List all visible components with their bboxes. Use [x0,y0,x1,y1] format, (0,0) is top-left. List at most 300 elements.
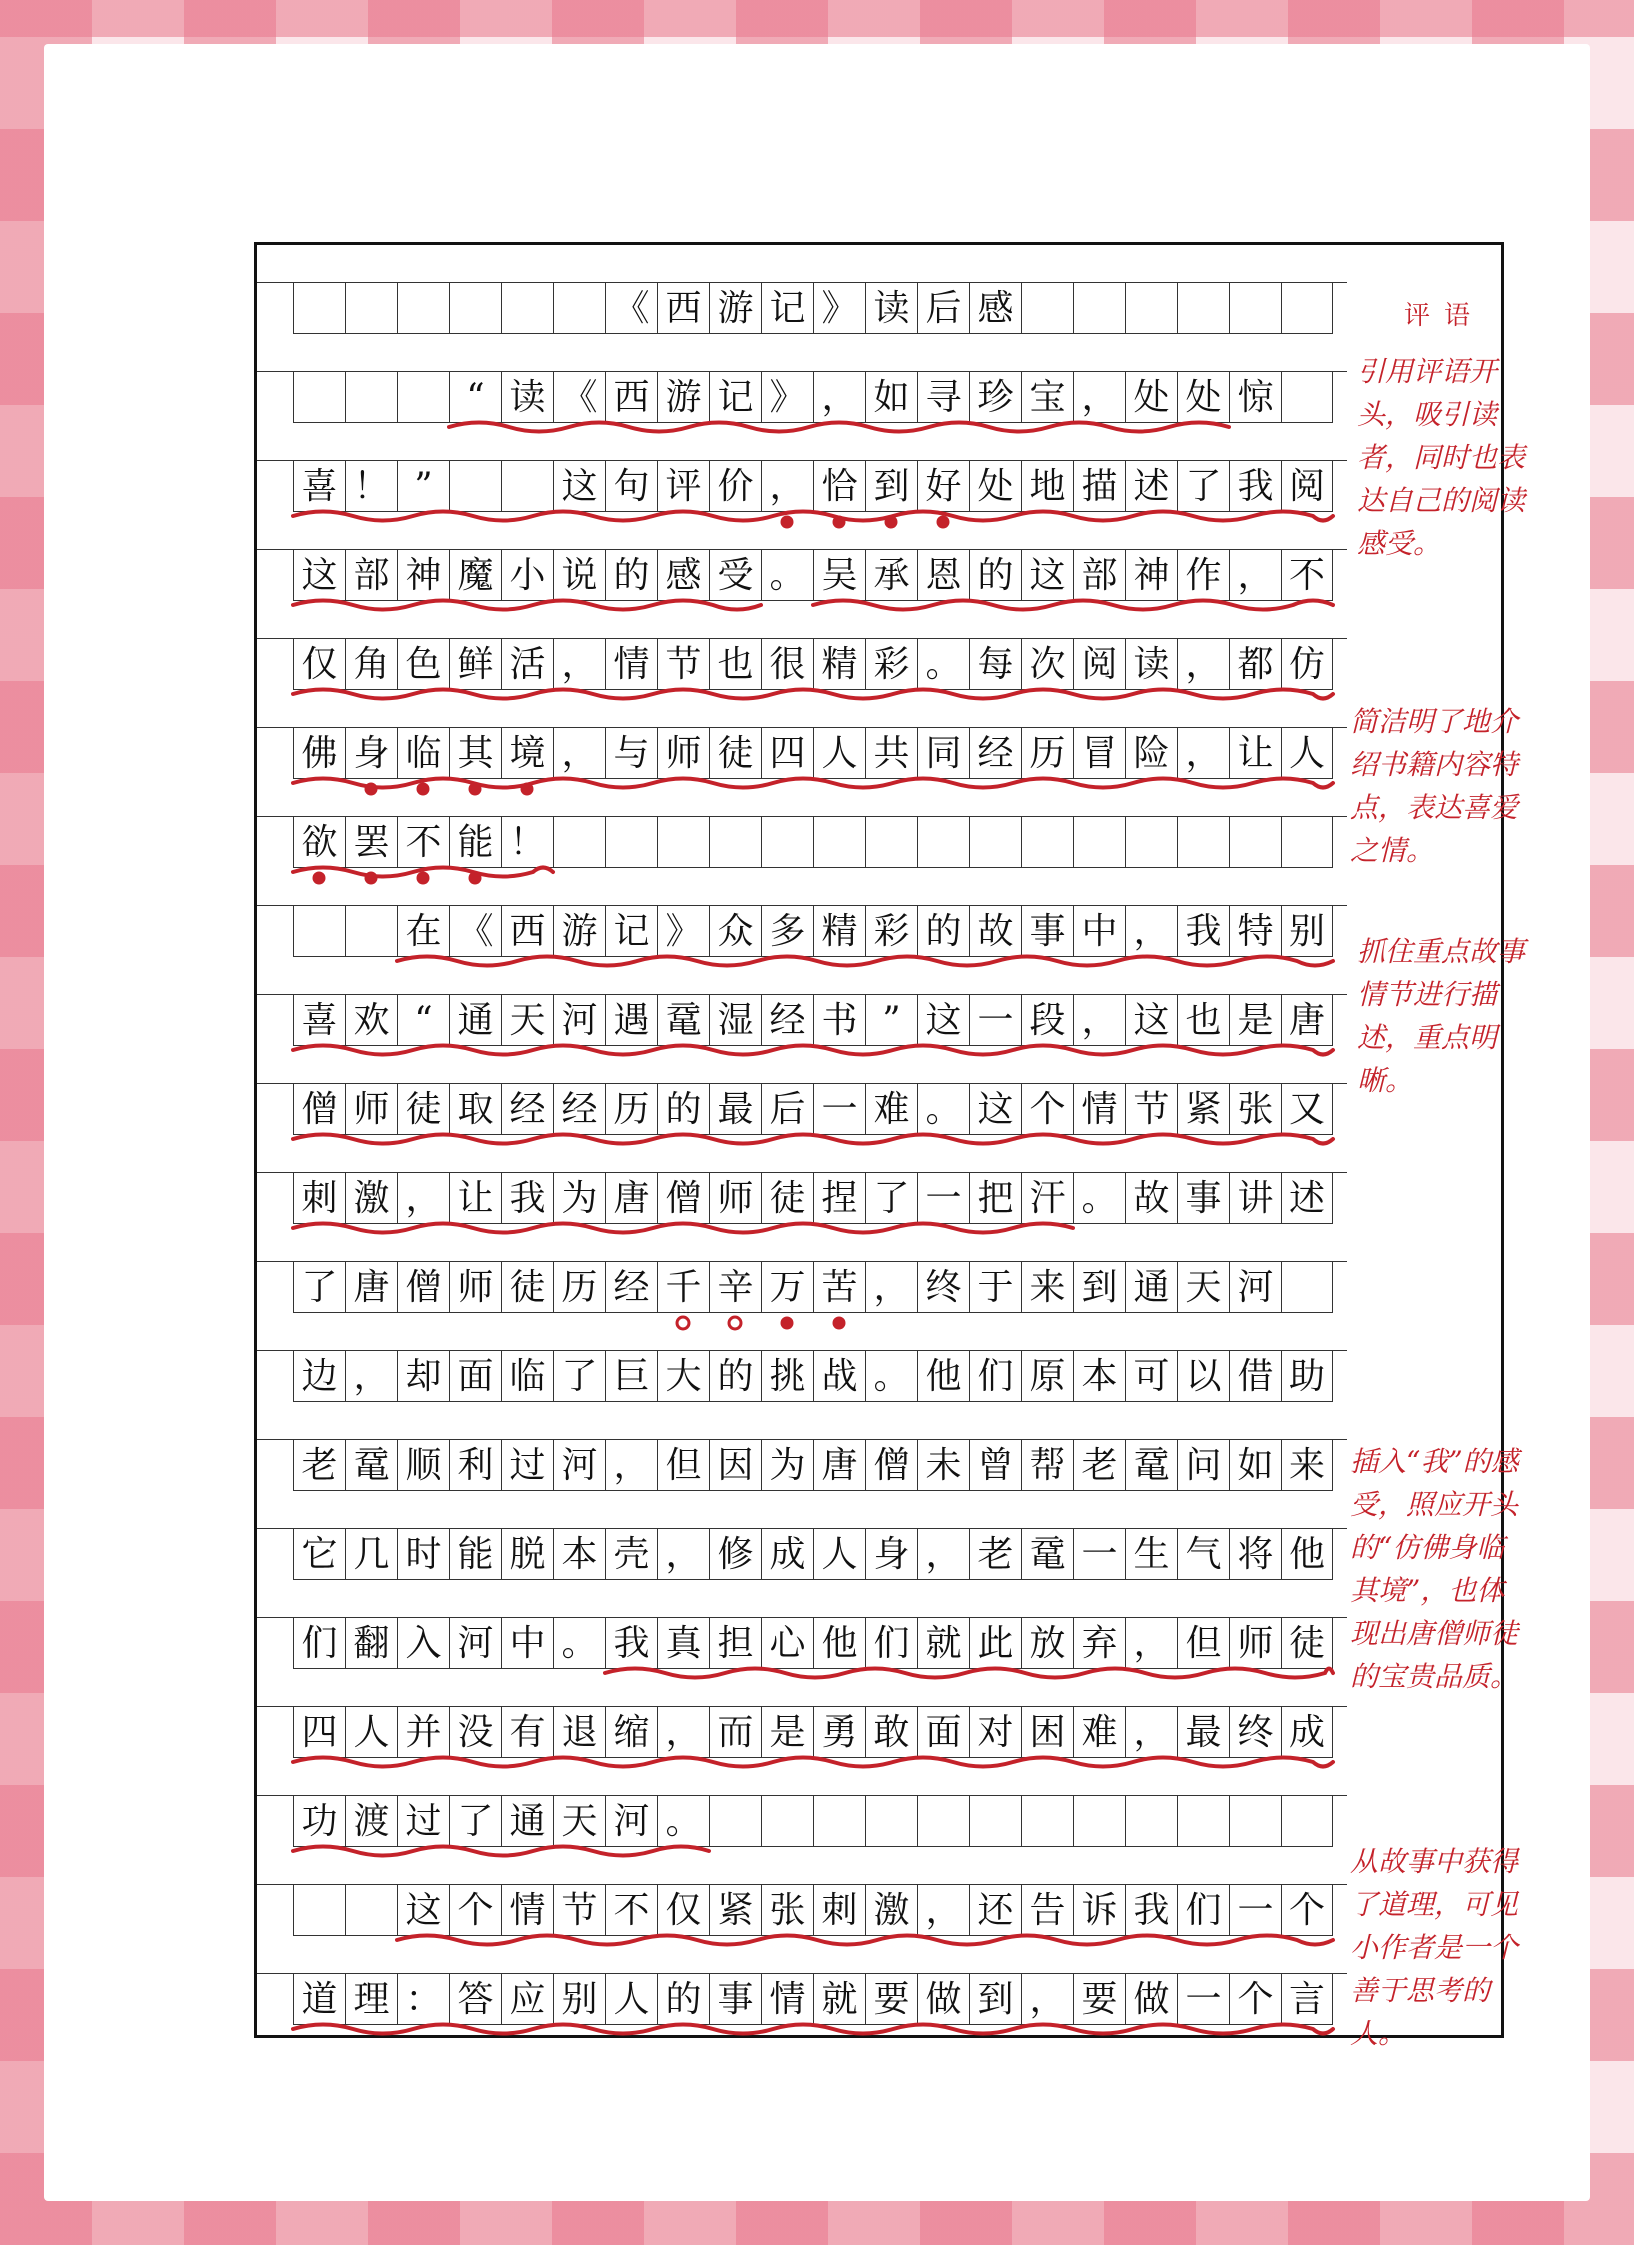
grid-cell: 修 [709,1529,761,1580]
grid-cell [709,817,761,868]
grid-cell [1021,817,1073,868]
grid-row [257,1135,1347,1224]
grid-cell: 几 [345,1529,397,1580]
grid-cell [761,1796,813,1847]
grid-cell: 承 [865,550,917,601]
grid-cell: 师 [449,1262,501,1313]
grid-cell: 处 [969,461,1021,512]
grid-cell: 取 [449,1084,501,1135]
grid-cell [501,461,553,512]
grid-cell: ” [865,995,917,1046]
grid-cell: 身 [345,728,397,779]
grid-cell: 鼋 [657,995,709,1046]
grid-cell: 惊 [1229,372,1281,423]
grid-cell: 四 [293,1707,345,1758]
grid-cell: 徒 [397,1084,449,1135]
row-spacer [257,1313,1347,1351]
grid-cell: 能 [449,1529,501,1580]
grid-cell: 中 [1073,906,1125,957]
grid-cell: 一 [917,1173,969,1224]
grid-cell: 仅 [293,639,345,690]
grid-cell: 精 [813,639,865,690]
grid-row [257,1313,1347,1402]
grid-cell: 河 [553,995,605,1046]
grid-cell: 这 [553,461,605,512]
grid-cell: 一 [1229,1885,1281,1936]
grid-cell: 经 [761,995,813,1046]
grid-cell: 。 [917,1084,969,1135]
grid-cell: 难 [865,1084,917,1135]
grid-cell: 这 [397,1885,449,1936]
grid-cell [501,283,553,334]
grid-cell: 角 [345,639,397,690]
grid-cell: 个 [1021,1084,1073,1135]
grid-cell [605,817,657,868]
grid-cell: 而 [709,1707,761,1758]
grid-cell [709,1796,761,1847]
grid-cell: 汗 [1021,1173,1073,1224]
grid-cell: 欲 [293,817,345,868]
grid-cell: 节 [553,1885,605,1936]
grid-cell: 后 [761,1084,813,1135]
grid-cell [1073,817,1125,868]
grid-cell [1021,1796,1073,1847]
grid-cell: 紧 [1177,1084,1229,1135]
grid-cell: 节 [657,639,709,690]
grid-cell: 徒 [709,728,761,779]
grid-cell: 张 [1229,1084,1281,1135]
grid-cell: ： [397,1974,449,2025]
grid-cell [1177,817,1229,868]
grid-cell: 利 [449,1440,501,1491]
grid-cell [293,1885,345,1936]
grid-cell: 边 [293,1351,345,1402]
grid-cell: 有 [501,1707,553,1758]
grid-cell: 激 [345,1173,397,1224]
grid-cell: 记 [709,372,761,423]
grid-cell: 不 [397,817,449,868]
comment-summary: 简洁明了地介绍书籍内容特点，表达喜爱之情。 [1350,705,1519,867]
grid-cell: 退 [553,1707,605,1758]
grid-cell: 我 [605,1618,657,1669]
grid-cell: 也 [1177,995,1229,1046]
grid-cell: 生 [1125,1529,1177,1580]
grid-cell [345,906,397,957]
grid-cell: 。 [865,1351,917,1402]
grid-cell: 终 [1229,1707,1281,1758]
grid-cell: 是 [1229,995,1281,1046]
grid-cell: 到 [969,1974,1021,2025]
grid-cell: 经 [501,1084,553,1135]
grid-cell: ， [1177,728,1229,779]
grid-cell: 唐 [345,1262,397,1313]
grid-cell: ， [1073,995,1125,1046]
grid-cell: 读 [865,283,917,334]
grid-cell: 共 [865,728,917,779]
grid-cell: 让 [1229,728,1281,779]
grid-cell: 个 [449,1885,501,1936]
grid-cell: 记 [605,906,657,957]
row-spacer [257,423,1347,461]
grid-cell: 天 [1177,1262,1229,1313]
row-spacer [257,1936,1347,1974]
grid-cell: 本 [1073,1351,1125,1402]
grid-cell: 刺 [813,1885,865,1936]
grid-cell: 也 [709,639,761,690]
grid-cell: 色 [397,639,449,690]
grid-cell: 可 [1125,1351,1177,1402]
grid-cell: 精 [813,906,865,957]
grid-cell: 成 [761,1529,813,1580]
grid-cell: 人 [813,1529,865,1580]
grid-cell: 仿 [1281,639,1333,690]
grid-cell: 功 [293,1796,345,1847]
grid-cell: 一 [969,995,1021,1046]
grid-cell [1177,1796,1229,1847]
grid-cell: 唐 [1281,995,1333,1046]
grid-cell: 最 [709,1084,761,1135]
grid-cell [813,1796,865,1847]
grid-row [257,1580,1347,1669]
grid-cell: 在 [397,906,449,957]
grid-cell: 们 [865,1618,917,1669]
grid-cell: 。 [761,550,813,601]
grid-cell: 了 [553,1351,605,1402]
grid-cell: 难 [1073,1707,1125,1758]
grid-cell [553,283,605,334]
grid-cell: 师 [657,728,709,779]
grid-cell: 述 [1125,461,1177,512]
grid-cell: 老 [969,1529,1021,1580]
grid-cell: 面 [449,1351,501,1402]
grid-cell: 助 [1281,1351,1333,1402]
grid-cell [1021,283,1073,334]
grid-cell: ， [1021,1974,1073,2025]
grid-cell: 这 [1125,995,1177,1046]
grid-cell: 。 [1073,1173,1125,1224]
grid-cell: 一 [1073,1529,1125,1580]
grid-cell [345,283,397,334]
grid-cell: 不 [1281,550,1333,601]
grid-cell: 临 [501,1351,553,1402]
grid-cell: 壳 [605,1529,657,1580]
grid-cell: 事 [709,1974,761,2025]
grid-cell [397,283,449,334]
grid-cell: 价 [709,461,761,512]
grid-cell: 事 [1021,906,1073,957]
grid-cell [1125,1796,1177,1847]
grid-cell: 敢 [865,1707,917,1758]
grid-cell [917,817,969,868]
grid-cell: 后 [917,283,969,334]
grid-row [257,779,1347,868]
grid-cell: 特 [1229,906,1281,957]
grid-cell: 这 [1021,550,1073,601]
grid-cell: 历 [553,1262,605,1313]
grid-cell: ， [397,1173,449,1224]
grid-cell: 因 [709,1440,761,1491]
grid-cell: 来 [1021,1262,1073,1313]
row-spacer [257,1847,1347,1885]
grid-cell [345,372,397,423]
grid-cell: 情 [605,639,657,690]
grid-cell: 喜 [293,995,345,1046]
grid-row [257,423,1347,512]
grid-cell: 过 [397,1796,449,1847]
grid-cell [397,372,449,423]
grid-cell: ， [1125,1707,1177,1758]
grid-cell: 曾 [969,1440,1021,1491]
row-spacer [257,1758,1347,1796]
grid-cell: 书 [813,995,865,1046]
grid-cell: 河 [1229,1262,1281,1313]
grid-cell: 张 [761,1885,813,1936]
grid-cell: 地 [1021,461,1073,512]
grid-cell: 同 [917,728,969,779]
grid-cell [969,817,1021,868]
grid-cell: 的 [917,906,969,957]
grid-cell: 要 [1073,1974,1125,2025]
grid-cell: 言 [1281,1974,1333,2025]
grid-cell: 受 [709,550,761,601]
grid-row [257,957,1347,1046]
grid-cell: 了 [865,1173,917,1224]
grid-cell: “ [397,995,449,1046]
grid-cell: 师 [1229,1618,1281,1669]
grid-cell: ， [1073,372,1125,423]
grid-cell: 处 [1125,372,1177,423]
grid-cell: 问 [1177,1440,1229,1491]
grid-cell: 借 [1229,1351,1281,1402]
grid-cell: 身 [865,1529,917,1580]
row-spacer [257,1580,1347,1618]
comment-opening: 引用评语开头，吸引读者，同时也表达自己的阅读感受。 [1357,355,1526,560]
grid-cell: 河 [605,1796,657,1847]
grid-row [257,334,1347,423]
grid-cell: 们 [1177,1885,1229,1936]
grid-cell: 唐 [605,1173,657,1224]
grid-cell: 苦 [813,1262,865,1313]
grid-cell: ， [813,372,865,423]
grid-cell: 让 [449,1173,501,1224]
grid-cell: 评 [657,461,709,512]
grid-cell: 的 [657,1974,709,2025]
grid-cell: 每 [969,639,1021,690]
grid-cell: 时 [397,1529,449,1580]
grid-cell: 遇 [605,995,657,1046]
grid-cell: 事 [1177,1173,1229,1224]
grid-cell: 做 [917,1974,969,2025]
grid-cell: 鼋 [1125,1440,1177,1491]
grid-cell: 终 [917,1262,969,1313]
grid-cell [1125,817,1177,868]
row-spacer [257,1135,1347,1173]
grid-cell [761,817,813,868]
grid-cell: 以 [1177,1351,1229,1402]
grid-cell: 僧 [293,1084,345,1135]
grid-cell: 。 [553,1618,605,1669]
grid-cell [865,1796,917,1847]
grid-cell: 通 [501,1796,553,1847]
grid-cell: 其 [449,728,501,779]
row-spacer [257,1046,1347,1084]
grid-cell: 恩 [917,550,969,601]
grid-cell: 神 [397,550,449,601]
grid-cell: 徒 [1281,1618,1333,1669]
grid-cell: 河 [553,1440,605,1491]
grid-cell [1281,1796,1333,1847]
grid-cell: 未 [917,1440,969,1491]
grid-cell: 刺 [293,1173,345,1224]
grid-cell: 处 [1177,372,1229,423]
grid-cell: 到 [865,461,917,512]
grid-cell: 个 [1281,1885,1333,1936]
grid-cell: 人 [813,728,865,779]
grid-cell: 如 [865,372,917,423]
grid-cell: 战 [813,1351,865,1402]
grid-cell: 我 [1125,1885,1177,1936]
grid-cell: 并 [397,1707,449,1758]
grid-cell: 就 [917,1618,969,1669]
grid-cell: 别 [553,1974,605,2025]
grid-cell: 天 [501,995,553,1046]
grid-cell: 四 [761,728,813,779]
grid-cell: 千 [657,1262,709,1313]
comment-plot: 抓住重点故事情节进行描述，重点明晰。 [1357,935,1526,1097]
grid-cell: 这 [969,1084,1021,1135]
grid-cell: 》 [761,372,813,423]
grid-cell: 情 [501,1885,553,1936]
row-spacer [257,1224,1347,1262]
row-spacer [257,1669,1347,1707]
grid-cell: 部 [345,550,397,601]
grid-cell: 鼋 [345,1440,397,1491]
grid-cell: 它 [293,1529,345,1580]
grid-row [257,1847,1347,1936]
grid-cell: 小 [501,550,553,601]
grid-cell [293,906,345,957]
grid-cell: 《 [605,283,657,334]
grid-cell: 入 [397,1618,449,1669]
row-spacer [257,957,1347,995]
grid-cell: 都 [1229,639,1281,690]
grid-cell [865,817,917,868]
grid-cell: 《 [553,372,605,423]
grid-cell: “ [449,372,501,423]
grid-cell: 说 [553,550,605,601]
grid-cell: 脱 [501,1529,553,1580]
grid-cell: 诉 [1073,1885,1125,1936]
grid-cell: 节 [1125,1084,1177,1135]
grid-cell: 情 [761,1974,813,2025]
grid-cell: 唐 [813,1440,865,1491]
grid-cell: 吴 [813,550,865,601]
grid-cell: 佛 [293,728,345,779]
grid-cell: 恰 [813,461,865,512]
grid-cell: 理 [345,1974,397,2025]
row-spacer [257,334,1347,372]
grid-cell: 多 [761,906,813,957]
grid-cell: 很 [761,639,813,690]
grid-cell: 最 [1177,1707,1229,1758]
grid-cell: 读 [501,372,553,423]
grid-cell: 心 [761,1618,813,1669]
grid-cell: 的 [969,550,1021,601]
grid-cell [553,817,605,868]
grid-cell: 阅 [1073,639,1125,690]
grid-cell: ， [657,1529,709,1580]
grid-cell: 罢 [345,817,397,868]
grid-cell [1073,283,1125,334]
grid-cell: 道 [293,1974,345,2025]
grid-cell [969,1796,1021,1847]
grid-cell: 困 [1021,1707,1073,1758]
grid-cell: 万 [761,1262,813,1313]
grid-cell: 》 [813,283,865,334]
grid-cell [1229,283,1281,334]
grid-cell: 河 [449,1618,501,1669]
grid-cell: 来 [1281,1440,1333,1491]
grid-cell: 能 [449,817,501,868]
grid-cell: 挑 [761,1351,813,1402]
grid-cell: 个 [1229,1974,1281,2025]
grid-cell: 。 [917,639,969,690]
grid-cell: 又 [1281,1084,1333,1135]
margin-title: 评语 [1404,301,1485,331]
grid-cell: 我 [1229,461,1281,512]
grid-cell: 激 [865,1885,917,1936]
grid-cell: 徒 [761,1173,813,1224]
grid-cell: 僧 [657,1173,709,1224]
grid-cell: 们 [969,1351,1021,1402]
grid-cell [293,283,345,334]
grid-cell: 过 [501,1440,553,1491]
grid-cell: 担 [709,1618,761,1669]
grid-row [257,512,1347,601]
grid-cell: 将 [1229,1529,1281,1580]
grid-cell: 西 [605,372,657,423]
grid-row [257,868,1347,957]
grid-cell: ， [761,461,813,512]
grid-cell: 经 [553,1084,605,1135]
grid-cell: 还 [969,1885,1021,1936]
grid-cell: 他 [1281,1529,1333,1580]
grid-cell: 游 [657,372,709,423]
grid-cell: 读 [1125,639,1177,690]
grid-cell: 寻 [917,372,969,423]
grid-cell: 面 [917,1707,969,1758]
grid-cell: 记 [761,283,813,334]
grid-cell: 做 [1125,1974,1177,2025]
grid-cell: 仅 [657,1885,709,1936]
grid-row [257,1669,1347,1758]
grid-cell: 别 [1281,906,1333,957]
grid-cell: 西 [657,283,709,334]
comment-lesson: 从故事中获得了道理，可见小作者是一个善于思考的人。 [1350,1845,1519,2050]
grid-cell: 历 [605,1084,657,1135]
grid-cell: ” [397,461,449,512]
grid-cell: ！ [501,817,553,868]
grid-cell: 境 [501,728,553,779]
grid-cell [1281,817,1333,868]
comment-feeling: 插入“我”的感受，照应开头的“仿佛身临其境”，也体现出唐僧师徒的宝贵品质。 [1350,1445,1519,1693]
grid-cell: 游 [553,906,605,957]
grid-row [257,601,1347,690]
grid-cell [813,817,865,868]
grid-row [257,1758,1347,1847]
grid-cell: 要 [865,1974,917,2025]
grid-cell: 就 [813,1974,865,2025]
